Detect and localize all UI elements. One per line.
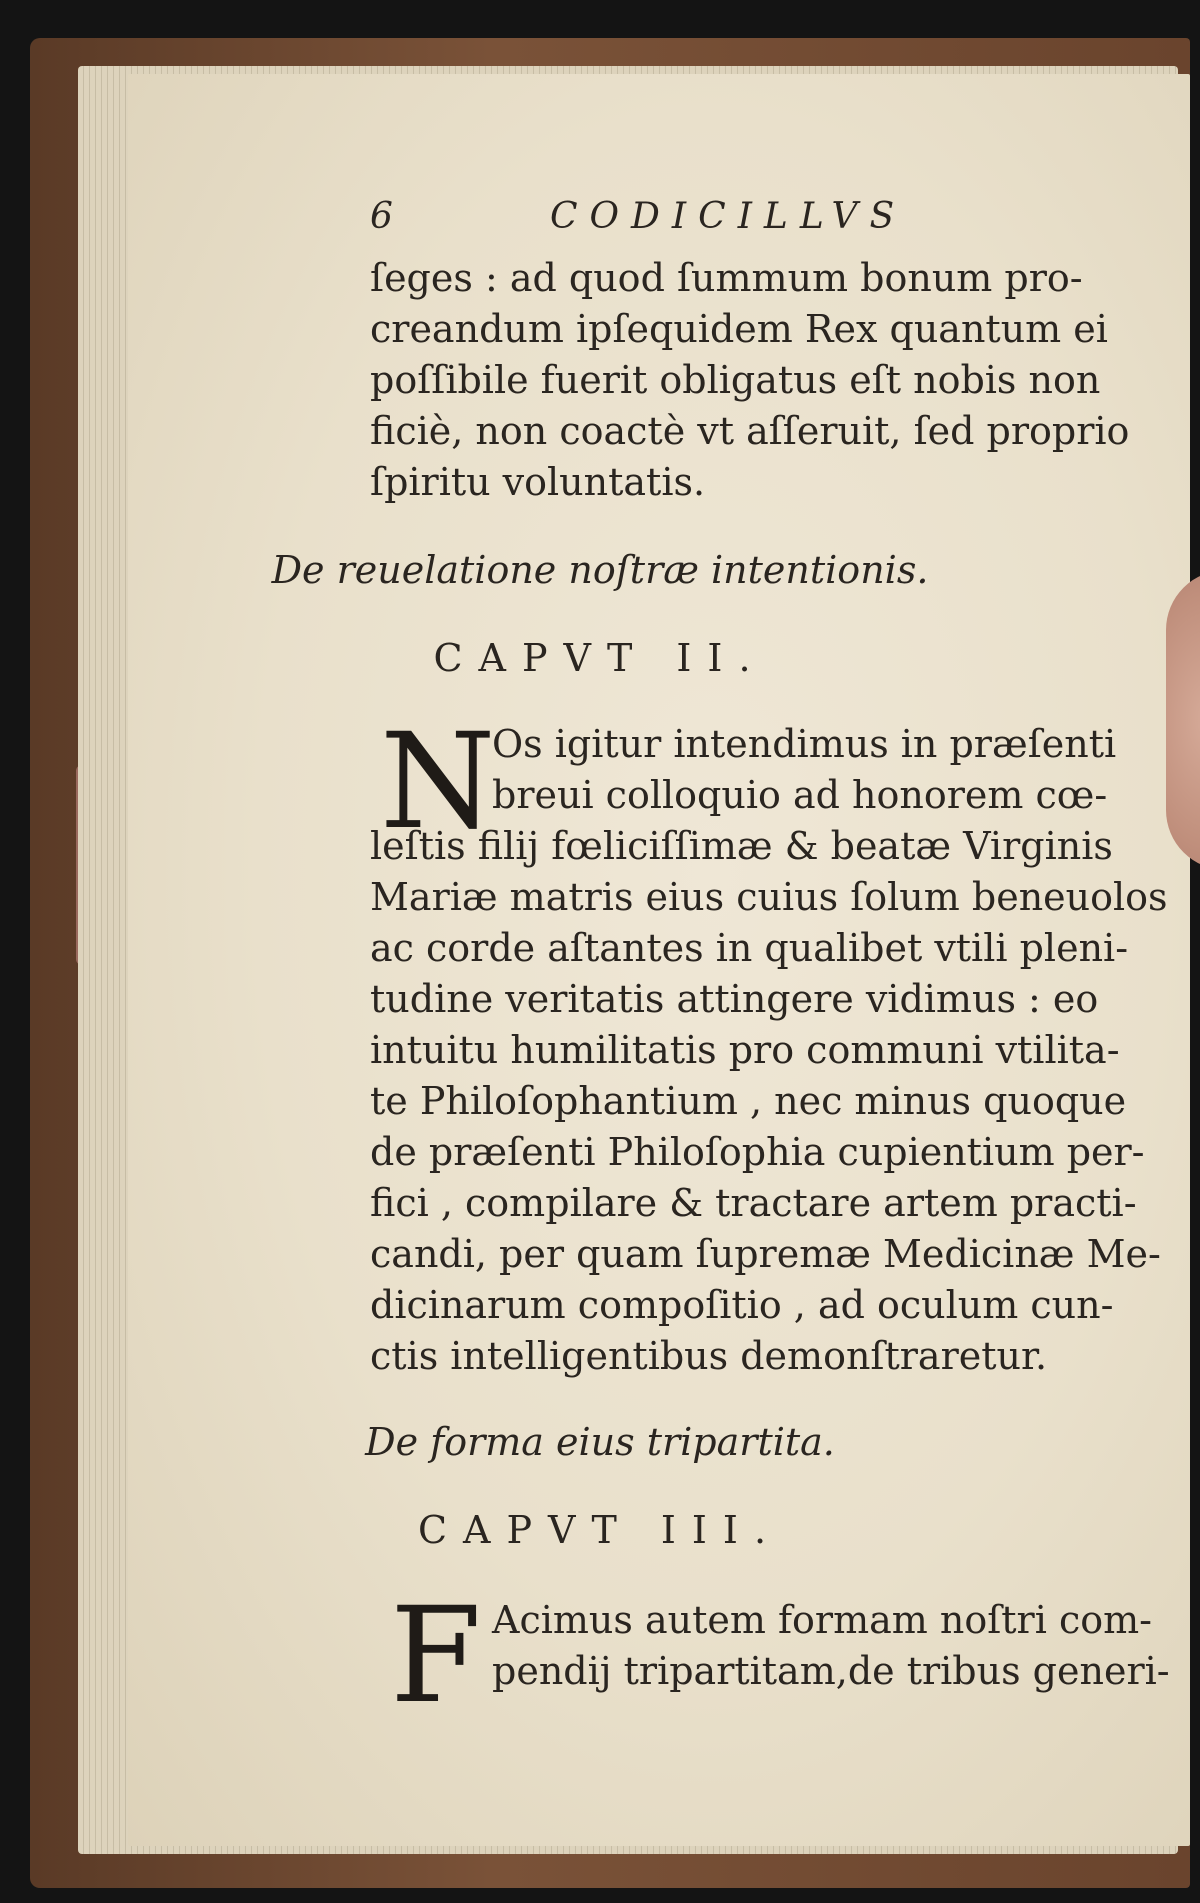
thumb-holding-page	[1166, 570, 1200, 870]
text-line: Acimus autem formam noſtri com-	[492, 1598, 1152, 1642]
chapter-heading: CAPVT III.	[417, 1508, 783, 1552]
text-line: creandum ipſequidem Rex quantum ei	[370, 307, 1108, 351]
text-line: Os igitur intendimus in præſenti	[492, 722, 1117, 766]
text-line: ac corde aſtantes in qualibet vtili pleni-	[370, 926, 1129, 970]
text-line: te Philoſophantium , nec minus quoque	[370, 1079, 1127, 1123]
text-line: tudine veritatis attingere vidimus : eo	[370, 977, 1099, 1021]
drop-cap: F	[390, 1579, 482, 1733]
chapter-heading: CAPVT II.	[433, 636, 767, 680]
running-header	[370, 196, 990, 246]
text-line: ſeges : ad quod ſummum bonum pro-	[370, 256, 1083, 300]
text-line: candi, per quam ſupremæ Medicinæ Me-	[370, 1232, 1161, 1276]
text-line: fici , compilare & tractare artem practi-	[370, 1181, 1137, 1225]
page-number: 6	[370, 196, 393, 237]
text-line: pendij tripartitam,de tribus generi-	[492, 1649, 1170, 1693]
text-line: leſtis filij fœliciſſimæ & beatæ Virginis	[370, 824, 1113, 868]
text-line: ctis intelligentibus demonſtraretur.	[370, 1334, 1048, 1378]
text-line: poſſibile fuerit obligatus eſt nobis non	[370, 358, 1101, 402]
chapter-subtitle: De forma eius tripartita.	[365, 1420, 835, 1464]
text-line: dicinarum compoſitio , ad oculum cun-	[370, 1283, 1114, 1327]
running-title: CODICILLVS	[550, 196, 907, 237]
text-line: de præſenti Philoſophia cupientium per-	[370, 1130, 1145, 1174]
chapter-subtitle: De reuelatione noſtræ intentionis.	[271, 548, 929, 592]
drop-cap: N	[380, 705, 496, 859]
text-line: ficiè, non coactè vt aſſeruit, ſed proprio	[370, 409, 1130, 453]
text-line: ſpiritu voluntatis.	[370, 460, 706, 504]
text-line: intuitu humilitatis pro communi vtilita-	[370, 1028, 1120, 1072]
text-line: Mariæ matris eius cuius ſolum beneuolos	[370, 875, 1168, 919]
text-line: breui colloquio ad honorem cœ-	[492, 773, 1108, 817]
